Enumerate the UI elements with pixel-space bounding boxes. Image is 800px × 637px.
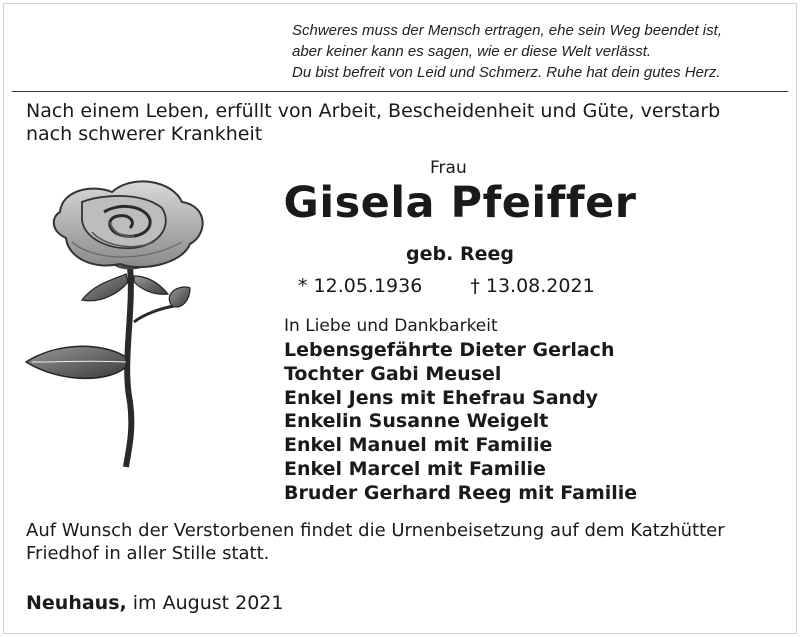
- mourners-list: [284, 316, 637, 506]
- mourner: Enkel Jens mit Ehefrau Sandy: [284, 386, 599, 409]
- poem: [292, 20, 772, 83]
- deceased-name: Gisela Pfeiffer: [283, 178, 637, 228]
- life-dates: [298, 275, 595, 297]
- mourner: Lebensgefährte Dieter Gerlach: [284, 339, 615, 361]
- mourner: Enkel Marcel mit Familie: [284, 457, 546, 480]
- intro-text: Nach einem Leben, erfüllt von Arbeit, Bescheidenheit und Güte, verstarb nach schwerer Krankheit: [26, 100, 721, 145]
- divider: [12, 91, 788, 92]
- mourner: Enkelin Susanne Weigelt: [284, 410, 549, 433]
- signature-place: Neuhaus,: [26, 592, 127, 614]
- maiden-name: geb. Reeg: [406, 243, 514, 265]
- death-date: † 13.08.2021: [470, 275, 595, 297]
- poem-line: aber keiner kann es sagen, wie er diese Welt verlässt.: [292, 43, 652, 60]
- signature-line: [26, 592, 283, 614]
- title-label: Frau: [430, 158, 467, 178]
- mourners-lead: In Liebe und Dankbarkeit: [284, 316, 498, 336]
- mourner: Tochter Gabi Meusel: [284, 362, 502, 385]
- birth-date: * 12.05.1936: [298, 275, 423, 297]
- burial-note: Auf Wunsch der Verstorbenen findet die Urnenbeisetzung auf dem Katzhütter Friedhof in aller Stille statt.: [26, 520, 725, 564]
- poem-line: Du bist befreit von Leid und Schmerz. Ruhe hat dein gutes Herz.: [292, 64, 721, 81]
- poem-line: Schweres muss der Mensch ertragen, ehe sein Weg beendet ist,: [292, 22, 722, 39]
- signature-date: im August 2021: [132, 592, 284, 614]
- rose-icon: [22, 172, 222, 472]
- mourner: Enkel Manuel mit Familie: [284, 434, 553, 457]
- mourner: Bruder Gerhard Reeg mit Familie: [284, 481, 638, 504]
